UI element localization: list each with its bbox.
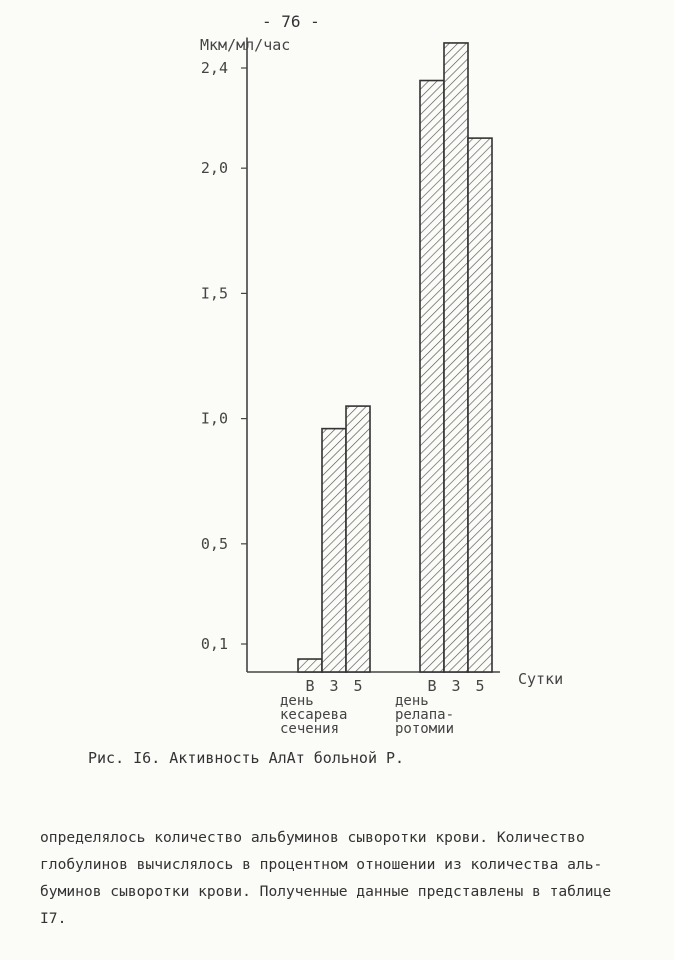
- x-axis-label: Сутки: [518, 670, 564, 688]
- y-tick-label: 0,1: [200, 635, 228, 653]
- y-tick-label: 2,0: [200, 159, 228, 178]
- x-tick-label: 5: [475, 677, 485, 695]
- group-label: релапа-: [395, 707, 455, 723]
- x-tick-label: В: [427, 677, 437, 695]
- bar: [420, 81, 444, 672]
- y-axis-label: Мкм/мл/час: [200, 36, 291, 54]
- paragraph-line: буминов сыворотки крови. Полученные данные представлены в таблице: [40, 883, 612, 900]
- x-tick-label: 3: [329, 677, 339, 695]
- bar: [346, 406, 370, 672]
- x-tick-label: 3: [451, 677, 461, 695]
- bar: [298, 659, 322, 672]
- x-tick-label: В: [305, 677, 315, 695]
- group-label: день: [395, 693, 429, 709]
- body-paragraph: [40, 824, 640, 932]
- page-number: - 76 -: [262, 12, 320, 31]
- figure-caption: Рис. I6. Активность АлАт больной Р.: [88, 749, 405, 767]
- y-tick-label: I,5: [200, 284, 228, 303]
- bar: [468, 138, 492, 672]
- bar: [444, 43, 468, 672]
- y-tick-label: 0,5: [200, 534, 228, 553]
- group-label: кесарева: [280, 707, 348, 723]
- y-tick-label: 2,4: [200, 59, 228, 77]
- paragraph-line: глобулинов вычислялось в процентном отношении из количества аль-: [40, 856, 603, 873]
- y-tick-label: I,0: [200, 409, 228, 428]
- group-label: ротомии: [395, 721, 455, 737]
- paragraph-line: определялось количество альбуминов сыворотки крови. Количество: [40, 829, 585, 846]
- group-label: день: [280, 693, 314, 709]
- x-tick-label: 5: [353, 677, 363, 695]
- group-label: сечения: [280, 721, 340, 737]
- bar: [322, 429, 346, 672]
- paragraph-line: I7.: [40, 910, 67, 927]
